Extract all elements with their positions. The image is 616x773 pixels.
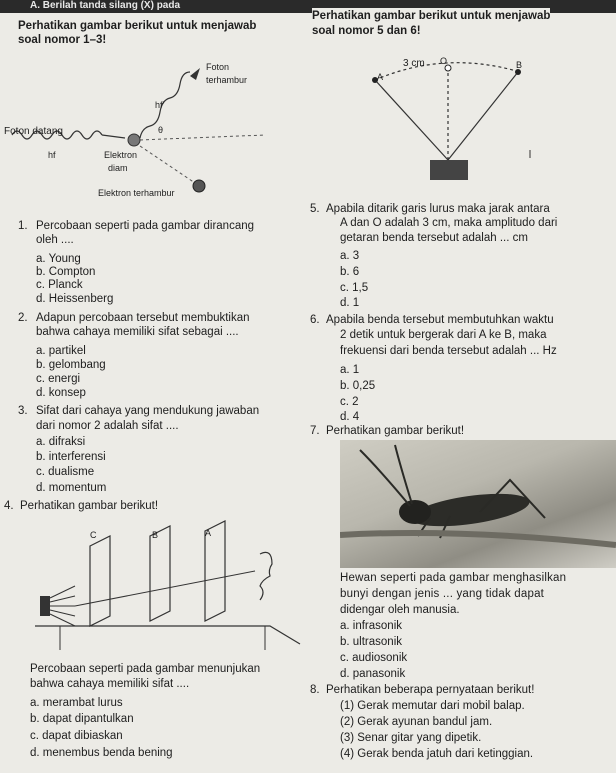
q3-option-a[interactable]: a. difraksi xyxy=(36,436,86,448)
section-header-text: A. Berilah tanda silang (X) pada xyxy=(30,0,181,11)
q7-option-d[interactable]: d. panasonik xyxy=(340,668,406,680)
string-to-b xyxy=(448,72,518,160)
pendulum-label-o: O xyxy=(440,56,448,66)
q2-option-d[interactable]: d. konsep xyxy=(36,387,86,399)
pendulum-base xyxy=(430,160,468,180)
q3-number: 3. xyxy=(18,405,28,417)
q4-stem-line2: bahwa cahaya memiliki sifat .... xyxy=(30,678,190,690)
insect-head xyxy=(399,500,431,524)
q4-option-c[interactable]: c. dapat dibiaskan xyxy=(30,730,123,742)
q4-number: 4. xyxy=(4,500,14,512)
q7-option-b[interactable]: b. ultrasonik xyxy=(340,636,403,648)
q8-number: 8. xyxy=(310,684,320,696)
q4-option-d[interactable]: d. menembus benda bening xyxy=(30,747,173,759)
q1-option-b[interactable]: b. Compton xyxy=(36,266,96,278)
q6-option-c[interactable]: c. 2 xyxy=(340,396,359,408)
q2-line1: Adapun percobaan tersebut membuktikan xyxy=(36,312,250,324)
reference-dashed-line xyxy=(140,135,265,140)
branch xyxy=(340,533,616,545)
scattered-photon-arrowhead xyxy=(190,68,200,80)
label-foton-terhambur-2: terhambur xyxy=(206,75,248,85)
slit-label-c: C xyxy=(90,530,97,540)
electron-at-rest-circle xyxy=(128,134,140,146)
left-intro-line2: soal nomor 1–3! xyxy=(18,34,107,46)
right-intro-line1: Perhatikan gambar berikut untuk menjawab xyxy=(312,10,551,22)
q8-statement-1: (1) Gerak memutar dari mobil balap. xyxy=(340,700,525,712)
q6-line3: frekuensi dari benda tersebut adalah ... Hz xyxy=(340,345,557,357)
light-rays xyxy=(50,571,255,626)
slits-diagram xyxy=(30,516,310,656)
q5-line3: getaran benda tersebut adalah ... cm xyxy=(340,232,528,244)
q6-option-d[interactable]: d. 4 xyxy=(340,411,360,423)
label-hf-prime: hf' xyxy=(155,100,165,110)
q1-option-c[interactable]: c. Planck xyxy=(36,279,83,291)
label-theta: θ xyxy=(158,125,164,135)
q1-number: 1. xyxy=(18,220,28,232)
q6-option-b[interactable]: b. 0,25 xyxy=(340,380,376,392)
pendulum-diagram-svg xyxy=(360,40,590,190)
q2-option-c[interactable]: c. energi xyxy=(36,373,81,385)
q2-line2: bahwa cahaya memiliki sifat sebagai .... xyxy=(36,326,239,338)
grasshopper-photo xyxy=(340,440,616,568)
q7-stem-line3: didengar oleh manusia. xyxy=(340,604,460,616)
q4-line1: Perhatikan gambar berikut! xyxy=(20,500,159,512)
q2-number: 2. xyxy=(18,312,28,324)
left-intro-line1: Perhatikan gambar berikut untuk menjawab xyxy=(18,20,257,32)
incoming-photon-arrow xyxy=(102,135,125,138)
q3-option-b[interactable]: b. interferensi xyxy=(36,451,106,463)
q3-line2: dari nomor 2 adalah sifat .... xyxy=(36,420,179,432)
q2-option-b[interactable]: b. gelombang xyxy=(36,359,106,371)
q6-option-a[interactable]: a. 1 xyxy=(340,364,360,376)
q6-number: 6. xyxy=(310,314,320,326)
q2-option-a[interactable]: a. partikel xyxy=(36,345,86,357)
q7-number: 7. xyxy=(310,425,320,437)
q7-option-a[interactable]: a. infrasonik xyxy=(340,620,403,632)
q8-statement-3: (3) Senar gitar yang dipetik. xyxy=(340,732,482,744)
string-to-a xyxy=(375,80,448,160)
lamp-body xyxy=(40,596,50,616)
q6-line2: 2 detik untuk bergerak dari A ke B, maka xyxy=(340,329,547,341)
q4-stem-line1: Percobaan seperti pada gambar menunjukan xyxy=(30,663,261,675)
pendulum-label-a: A xyxy=(377,72,384,82)
pendulum-label-b: B xyxy=(516,60,523,70)
q5-option-b[interactable]: b. 6 xyxy=(340,266,360,278)
label-foton-terhambur-1: Foton xyxy=(206,62,230,72)
q7-stem-line1: Hewan seperti pada gambar menghasilkan xyxy=(340,572,567,584)
q8-statement-2: (2) Gerak ayunan bandul jam. xyxy=(340,716,493,728)
q7-stem-line2: bunyi dengan jenis ... yang tidak dapat xyxy=(340,588,545,600)
q5-option-c[interactable]: c. 1,5 xyxy=(340,282,369,294)
grasshopper-svg xyxy=(340,440,616,568)
q7-line1: Perhatikan gambar berikut! xyxy=(326,425,465,437)
electron-path-dashed xyxy=(140,146,195,183)
pendulum-label-3cm: 3 cm xyxy=(403,58,425,69)
q3-option-c[interactable]: c. dualisme xyxy=(36,466,95,478)
q1-option-a[interactable]: a. Young xyxy=(36,253,81,265)
q5-option-a[interactable]: a. 3 xyxy=(340,250,360,262)
label-elektron-diam-2: diam xyxy=(108,163,128,173)
q7-option-c[interactable]: c. audiosonik xyxy=(340,652,408,664)
scattered-electron-circle xyxy=(193,180,205,192)
slit-label-a: A xyxy=(205,528,212,538)
scattered-photon-wave xyxy=(140,72,190,138)
q5-number: 5. xyxy=(310,203,320,215)
label-hf: hf xyxy=(48,150,56,160)
q1-line1: Percobaan seperti pada gambar dirancang xyxy=(36,220,255,232)
label-foton-datang: Foton datang xyxy=(4,126,63,137)
q6-line1: Apabila benda tersebut membutuhkan waktu xyxy=(326,314,554,326)
pendulum-diagram xyxy=(360,40,590,190)
label-elektron-terhambur: Elektron terhambur xyxy=(98,188,175,198)
table-base-line xyxy=(35,626,300,644)
q5-line2: A dan O adalah 3 cm, maka amplitudo dari xyxy=(340,217,558,229)
q8-statement-4: (4) Gerak benda jatuh dari ketinggian. xyxy=(340,748,534,760)
slits-diagram-svg xyxy=(30,516,310,656)
q5-line1: Apabila ditarik garis lurus maka jarak antara xyxy=(326,203,550,215)
q3-option-d[interactable]: d. momentum xyxy=(36,482,107,494)
q8-line1: Perhatikan beberapa pernyataan berikut! xyxy=(326,684,535,696)
q4-option-a[interactable]: a. merambat lurus xyxy=(30,697,123,709)
q3-line1: Sifat dari cahaya yang mendukung jawaban xyxy=(36,405,260,417)
q5-option-d[interactable]: d. 1 xyxy=(340,297,360,309)
q4-option-b[interactable]: b. dapat dipantulkan xyxy=(30,713,134,725)
q1-option-d[interactable]: d. Heissenberg xyxy=(36,293,114,305)
observer-face xyxy=(260,552,272,600)
slit-label-b: B xyxy=(152,530,159,540)
right-intro-line2: soal nomor 5 dan 6! xyxy=(312,25,421,37)
label-elektron-diam-1: Elektron xyxy=(104,150,138,160)
q1-line2: oleh .... xyxy=(36,234,74,246)
